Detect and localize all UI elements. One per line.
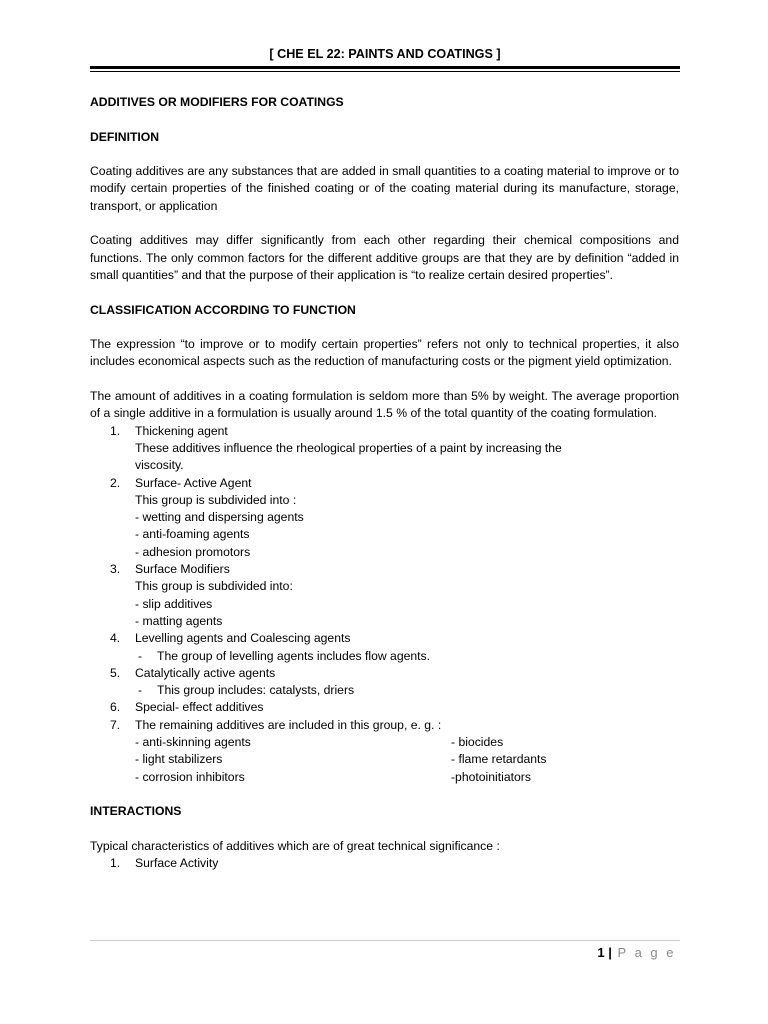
sub-item: - slip additives (135, 596, 213, 611)
list-number: 2. (110, 475, 121, 490)
footer-separator: | (608, 945, 612, 960)
list-item-title: Thickening agent (135, 423, 228, 438)
list-item-description: These additives influence the rheological properties of a paint by increasing the (135, 440, 562, 455)
list-number: 1. (110, 423, 121, 438)
list-item-title: The remaining additives are included in this group, e. g. : (135, 717, 442, 732)
classification-paragraph-1: The expression “to improve or to modify certain properties” refers not only to technical properties, it also includes economical aspects such as the reduction of manufacturing costs or the pigment yield optimization. (90, 337, 679, 369)
list-number: 1. (110, 856, 121, 871)
page-number: 1 (597, 945, 605, 960)
page-footer (597, 944, 676, 961)
classification-heading: CLASSIFICATION ACCORDING TO FUNCTION (90, 302, 356, 317)
additive-list (90, 423, 679, 786)
list-number: 5. (110, 665, 121, 680)
sub-item-left: - anti-skinning agents (135, 734, 251, 749)
dash-note-text: The group of levelling agents includes flow agents. (157, 648, 431, 663)
header-rule-thin (90, 71, 680, 72)
page-label: P a g e (617, 945, 676, 960)
definition-paragraph-1: Coating additives are any substances that are added in small quantities to a coating material to improve or to modify certain properties of the finished coating or of the coating material during its manufacture, storage, transport, or application (90, 164, 679, 213)
list-item-description: viscosity. (135, 458, 184, 473)
list-item-title: Levelling agents and Coalescing agents (135, 631, 351, 646)
sub-item-right: - biocides (451, 734, 504, 749)
list-item (90, 561, 679, 578)
sub-item: - adhesion promotors (135, 544, 251, 559)
sub-item: - anti-foaming agents (135, 527, 250, 542)
classification-paragraph-2: The amount of additives in a coating formulation is seldom more than 5% by weight. The average proportion of a single additive in a formulation is usually around 1.5 % of the total quantity of the coating formulation. (90, 389, 679, 421)
sub-item-right: - flame retardants (451, 752, 547, 767)
two-column-row (90, 734, 679, 751)
list-number: 3. (110, 562, 121, 577)
two-column-row (90, 751, 679, 768)
interactions-heading: INTERACTIONS (90, 804, 182, 819)
footer-divider (90, 940, 680, 941)
list-item (90, 855, 679, 872)
list-item-intro: This group is subdivided into: (135, 579, 293, 594)
document-header-title: [ CHE EL 22: PAINTS AND COATINGS ] (269, 47, 501, 61)
page-content (90, 94, 679, 872)
header-rule-thick (90, 66, 680, 69)
sub-item-left: - corrosion inhibitors (135, 769, 245, 784)
list-item (90, 665, 679, 682)
list-item-title: Surface Modifiers (135, 562, 230, 577)
list-number: 6. (110, 700, 121, 715)
definition-paragraph-2: Coating additives may differ significantly from each other regarding their chemical compositions and functions. The only common factors for the different additive groups are that they are by definition “added in small quantities” and that the purpose of their application is “to realize certain desired properties”. (90, 233, 679, 282)
two-column-row (90, 769, 679, 786)
list-item-title: Surface- Active Agent (135, 475, 252, 490)
list-number: 4. (110, 631, 121, 646)
list-item (90, 423, 679, 440)
list-item-title: Surface Activity (135, 856, 219, 871)
section-title: ADDITIVES OR MODIFIERS FOR COATINGS (90, 95, 344, 109)
list-number: 7. (110, 717, 121, 732)
dash-note (90, 648, 679, 665)
sub-item: - wetting and dispersing agents (135, 510, 304, 525)
dash-note-text: This group includes: catalysts, driers (157, 683, 355, 698)
list-item-title: Special- effect additives (135, 700, 264, 715)
definition-heading: DEFINITION (90, 129, 160, 144)
sub-item-right: -photoinitiators (451, 769, 531, 784)
list-item-title: Catalytically active agents (135, 665, 276, 680)
dash-note (90, 682, 679, 699)
dash-bullet: - (138, 648, 143, 663)
list-item (90, 699, 679, 716)
list-item (90, 475, 679, 492)
sub-item-left: - light stabilizers (135, 752, 223, 767)
interactions-paragraph: Typical characteristics of additives which are of great technical significance : (90, 838, 500, 853)
dash-bullet: - (138, 683, 143, 698)
sub-item: - matting agents (135, 613, 223, 628)
list-item-intro: This group is subdivided into : (135, 492, 297, 507)
list-item (90, 630, 679, 647)
list-item (90, 717, 679, 734)
